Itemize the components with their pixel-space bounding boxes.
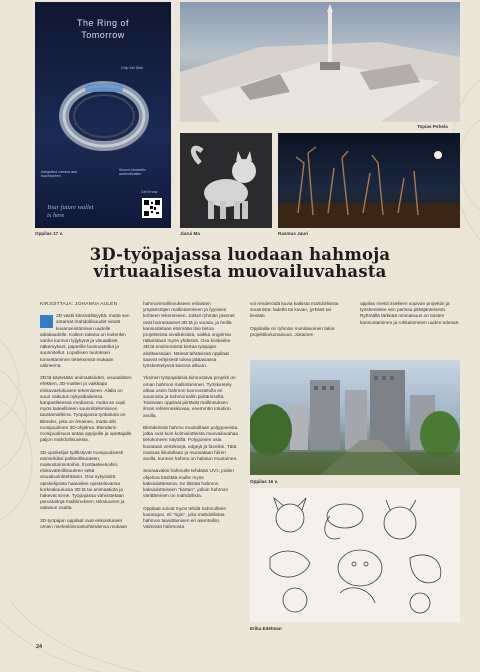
body-column-4 <box>360 302 460 333</box>
ring-wallet-line2: is here <box>47 212 65 219</box>
paragraph: Oppilaat voivat myös tehdä hahmolleen luurangon, eli "rigin", joka mahdollistaa hahmon taivuttamisen eri asentoihin. Valmiista hahmosta <box>143 506 227 531</box>
caption-sketch: Erika Edelman <box>250 626 282 631</box>
ring-label-chip: Chip Set Disk <box>121 66 143 70</box>
caption-trees: Rasmus Jauri <box>278 231 309 236</box>
3d-city-image <box>250 360 460 475</box>
paragraph: Yksinen työpajalaisia kiinnostava projekti on oman hahmon mallintaminen. Työskentely alkaa usein hahmon luonnostelulla eri suunnista ja hahmomallin piirtämisellä. Toisinaan oppilaat piirtävät mallinnuksen ilman referenssikuvaa, enemmän intuition avulla. <box>143 376 236 419</box>
ring-label-camera: Integrated camera and touchscreen <box>41 170 78 179</box>
ring-label-payment: Secure biometric authentication <box>119 168 146 177</box>
author-byline <box>40 302 134 308</box>
paragraph: Blenderissä hahmo muotoillaan polygoneista, jotka ovat kuin kolmiulotteista muovailuvahaa tietokoneen näytöllä. Polygonien osia kuvataan verteksejä, edgejä ja faceiksi. Tätä massaa liikutellaan ja muovataan hiiren avulla, kunnes hahmo on halutun muotoinen. <box>143 426 239 463</box>
paragraph: 3D-opiskelijat työllistyvät monipuolisesti esimerkiksi peliteollisuuteen, mainostoimintoihin, fronttaeteetioihin, elokuvateollisuuteen sekä visualisointitehtäviin. Osa nykyisistä opiskelijoista haaveilee opiskelevansa korkeakoulussa 3D:tä tai animaatiota ja hakevat sinne. Työpajassa vahvistetaan perustaitoja mallinnuksen, tekstuurien ja valaisun osalta. <box>40 450 125 512</box>
qr-code <box>142 198 162 218</box>
landscape-render <box>180 2 460 122</box>
caption-cat: Jiarui Ma <box>180 231 200 236</box>
ring-label-qr: Get it now <box>141 190 158 194</box>
caption-city: Oppilas 16 v. <box>250 479 278 484</box>
caption-ring: Oppilas 17 v. <box>35 231 63 236</box>
author-label: KIRJOITTAJA: <box>40 302 74 307</box>
paragraph: voi renderöidä kuvia kaikista mahdollisista suunnista: ladella tai kuvan, jyrkästi tai lievästi. <box>250 302 339 320</box>
paragraph: Seuraavaksi hahmolle tehdään UV:t, joiden ohjelma käsittää muille myös kaksiulotteisena. Se litistää hahmon kaksiulotteiseen "kartan", jolloin hahmon värittäminen on mahdollista. <box>143 469 234 500</box>
headline-line1: 3D-työpajassa luodaan hahmoja <box>89 245 391 264</box>
paragraph: hahmonmallinnukseen erilaisten ympäristöjen mallintamiseen ja fyysisen kohteen tekemiseen. Jotkut ryhmän jäsenet ovat harrastaneet 3D:tä jo vuosia, ja heillä kannustetaan etsimään itse tietoa projekteista oivalluksista, vaikka ongelmia ratkaistaan myös yhdessä. Osa koskeilee 3D:tä ensimmäistä kertaa työpajan aloittaessaan. Näissä tehtävissä oppilaat saavat erityisesti tukea pääasiassa työskentelyssä kanssa alkuun. <box>143 302 235 370</box>
paragraph: Oppilailla on ryhmän monitasoinen takia projektikokonaisuus. Jokainen <box>250 326 335 338</box>
headline-line2: virtuaalisesta muovailuvahasta <box>93 262 387 281</box>
caption-landscape: Topias Pohela <box>417 124 448 129</box>
paragraph: oppilas miettii itselleen sopivan projektin ja työskentelee sen parissa pitkäjänteisesti. Ryhmällä tärkeää ominaisuus on toisten kannustaminen ja rohkaisminen uuden edessä. <box>360 302 460 326</box>
drop-cap-block <box>40 315 53 328</box>
paragraph: 3D-työpajan oppilaat ovat erikoistuneet omien mielenkiinnonkohteidensa mukaan <box>40 518 128 531</box>
body-column-1 <box>40 302 134 537</box>
trees-render <box>278 133 460 228</box>
paragraph: 3D:tä käytetään animaatioiden, visuaalisten efektien, 3D-mallien ja vaikkapa elokuvaelokuvien tekemiseen. Alalla on suuri vaikutus nykyaikaisessa kanpaeliteessä mediassa, mutta se sopii myös taiteelliseen suunnittelemiseen taustamalleina. Työpajassa työkaluna on Blender, joka on ilmainen, mutta silti monipuolinen 3D-ohjelma. Blenderin monipuolisuus antaa oppijoille ja opettajalle paljon mahdollisuuksia. <box>40 376 132 444</box>
body-column-3 <box>250 302 344 345</box>
paragraph <box>40 314 134 370</box>
paragraph-text: 3D vastii kärsivällisyyttä, mutta sen antamat mahdollisuudet vievät kuvanveistämisen uudelle aikakaudelle. Kaiken takana on kuitenkin vanha kunnon lyijykynä ja visuaaliset näkemykset, paperille luonnostellut ja suunnitellut. Lopullisen tuotoksen tunnettaminen tieteksessä mukaan välineenä. <box>40 314 130 369</box>
sketch-drawings <box>250 488 460 622</box>
city-render <box>250 360 460 475</box>
qr-code-pattern <box>144 200 160 216</box>
ring-graphic <box>57 74 151 154</box>
page-number: 24 <box>36 644 43 650</box>
ring-wallet-text <box>47 204 93 220</box>
body-column-2 <box>143 302 239 538</box>
ring-title-line2: Tomorrow <box>81 30 125 40</box>
sketch-page-image <box>250 488 460 622</box>
ring-advert-image <box>35 2 171 228</box>
ring-wallet-line1: Your future wallet <box>47 204 94 211</box>
ring-title-line1: The Ring of <box>76 18 130 28</box>
article-headline <box>40 246 440 280</box>
3d-night-trees-image <box>278 133 460 228</box>
3d-cat-image <box>180 133 272 228</box>
3d-landscape-image <box>180 2 460 122</box>
cat-render <box>180 133 272 228</box>
author-name: JOHANNA AULÉN <box>75 302 118 307</box>
